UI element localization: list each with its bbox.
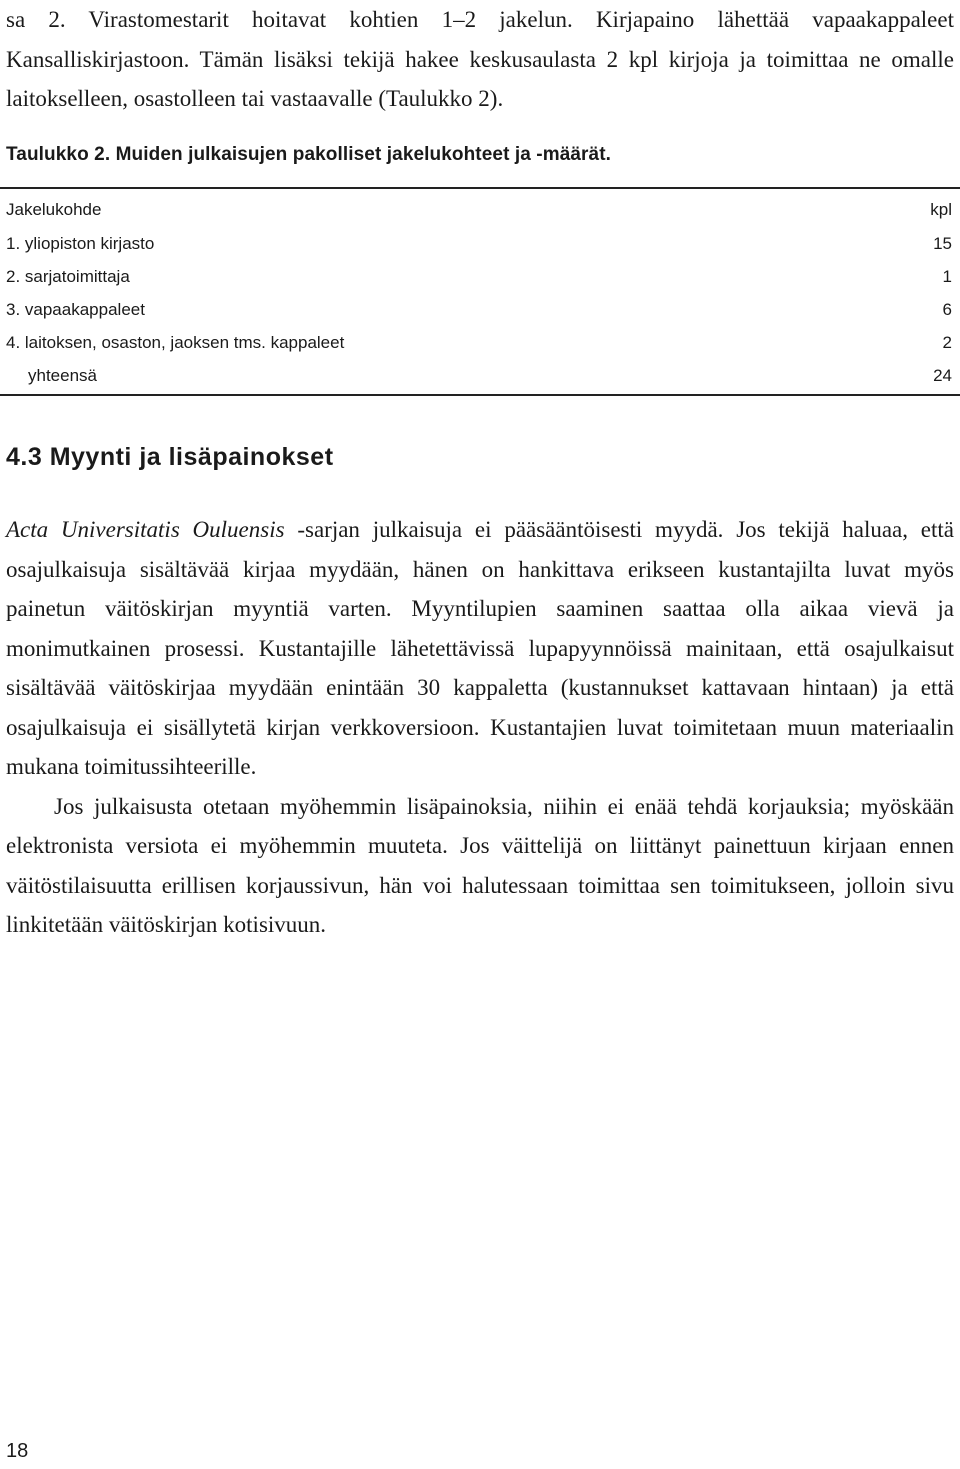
row-label: 2. sarjatoimittaja — [6, 267, 130, 286]
row-label: 4. laitoksen, osaston, jaoksen tms. kappaleet — [6, 333, 345, 352]
section-body — [6, 510, 954, 945]
row-label: 3. vapaakappaleet — [6, 300, 145, 319]
table-row — [6, 296, 952, 324]
table-header-row — [6, 196, 952, 224]
intro-text: sa 2. Virastomestarit hoitavat kohtien 1–2 jakelun. Kirjapaino lähettää vapaakappaleet Kansalliskirjastoon. Tämän lisäksi tekijä hakee keskusaulasta 2 kpl kirjoja ja toimittaa ne omalle laitokselleen, osastolleen tai vastaavalle (Taulukko 2). — [6, 7, 954, 111]
header-target: Jakelukohde — [6, 200, 102, 219]
section-heading: 4.3 Myynti ja lisäpainokset — [6, 443, 334, 471]
table-row — [6, 329, 952, 357]
header-count: kpl — [930, 200, 952, 219]
section-paragraph-1 — [6, 510, 954, 787]
table-row — [6, 230, 952, 258]
page-number: 18 — [6, 1440, 29, 1462]
row-value: 1 — [942, 267, 952, 286]
intro-paragraph — [6, 0, 954, 119]
row-label: 1. yliopiston kirjasto — [6, 234, 155, 253]
table-caption: Taulukko 2. Muiden julkaisujen pakolliset jakelukohteet ja -määrät. — [6, 144, 612, 165]
row-value: 15 — [933, 234, 952, 253]
table-top-rule — [0, 187, 960, 189]
total-label: yhteensä — [28, 366, 97, 385]
table-row — [6, 263, 952, 291]
total-value: 24 — [933, 366, 952, 385]
series-name: Acta Universitatis Ouluensis — [6, 517, 285, 542]
row-value: 2 — [942, 333, 952, 352]
row-value: 6 — [942, 300, 952, 319]
table-total-row — [6, 362, 952, 390]
section-paragraph-2: Jos julkaisusta otetaan myöhemmin lisäpainoksia, niihin ei enää tehdä korjauksia; myöskään elektronista versiota ei myöhemmin muuteta. Jos väittelijä on liittänyt painettuun kirjaan ennen väitöstilaisuutta erillisen korjaussivun, hän voi halutessaan toimittaa sen toimitukseen, jolloin sivu linkitetään väitöskirjan kotisivuun. — [6, 793, 954, 937]
paragraph-1-text: -sarjan julkaisuja ei pääsääntöisesti myydä. Jos tekijä haluaa, että osajulkaisuja sisältävää kirjaa myydään, hänen on hankittava erikseen kustantajilta luvat myös painetun väitöskirjan myyntiä varten. Myyntilupien saaminen saattaa olla aikaa vievä ja monimutkainen prosessi. Kustantajille lähetettävissä lupapyynnöissä mainitaan, että osajulkaisut sisältävää väitöskirjaa myydään enintään 30 kappaletta (kustannukset kattavaan hintaan) ja että osajulkaisuja ei sisällytetä kirjan verkkoversioon. Kustantajien luvat toimitetaan muun materiaalin mukana toimitussihteerille. — [6, 517, 955, 779]
table-bottom-rule — [0, 394, 960, 396]
